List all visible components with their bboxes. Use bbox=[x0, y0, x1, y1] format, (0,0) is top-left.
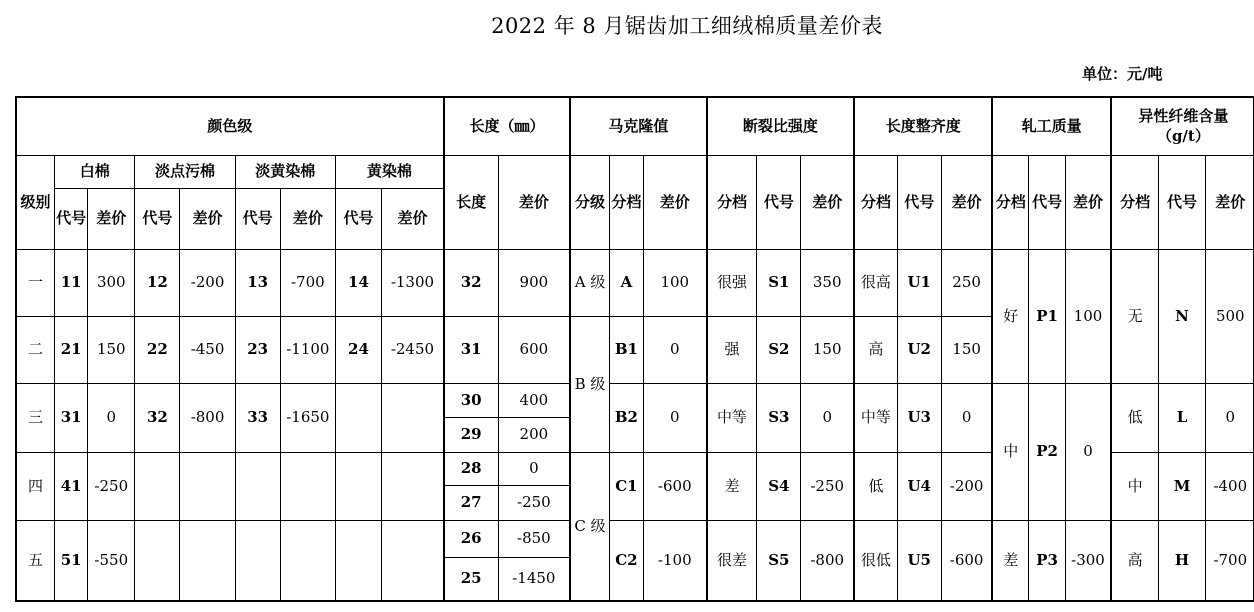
header-ginning-diff: 差价 bbox=[1066, 156, 1111, 250]
spotted-diff-cell bbox=[180, 521, 235, 601]
header-uniformity-gear: 分档 bbox=[854, 156, 897, 250]
length-diff-cell: 600 bbox=[498, 317, 570, 384]
strength-code-cell: S5 bbox=[757, 521, 801, 601]
price-difference-table bbox=[16, 97, 1254, 601]
white-code-cell: 21 bbox=[55, 317, 88, 384]
length-cell: 31 bbox=[444, 317, 498, 384]
yellow-diff-cell bbox=[382, 453, 444, 521]
mic-level-cell: B 级 bbox=[570, 317, 609, 453]
light-yellow-diff-cell: -700 bbox=[280, 250, 335, 317]
mic-gear-cell: A bbox=[609, 250, 643, 317]
yellow-code-cell: 24 bbox=[335, 317, 381, 384]
white-code-cell: 51 bbox=[55, 521, 88, 601]
strength-diff-cell: 350 bbox=[801, 250, 854, 317]
table-row bbox=[17, 250, 1254, 317]
length-diff-cell: -850 bbox=[498, 521, 570, 558]
light-yellow-code-cell bbox=[235, 453, 280, 521]
uniformity-gear-cell: 高 bbox=[854, 317, 897, 384]
mic-gear-cell: C2 bbox=[609, 521, 643, 601]
mic-diff-cell: -100 bbox=[643, 521, 706, 601]
uniformity-diff-cell: -200 bbox=[941, 453, 992, 521]
header-spotted-diff: 差价 bbox=[180, 189, 235, 250]
header-foreign-diff: 差价 bbox=[1205, 156, 1254, 250]
header-uniformity-code: 代号 bbox=[897, 156, 941, 250]
length-cell: 30 bbox=[444, 384, 498, 418]
length-cell: 26 bbox=[444, 521, 498, 558]
light-yellow-diff-cell: -1100 bbox=[280, 317, 335, 384]
uniformity-code-cell: U3 bbox=[897, 384, 941, 453]
section-length: 长度（㎜） bbox=[444, 98, 570, 156]
yellow-code-cell bbox=[335, 453, 381, 521]
uniformity-gear-cell: 低 bbox=[854, 453, 897, 521]
light-yellow-code-cell: 33 bbox=[235, 384, 280, 453]
uniformity-diff-cell: 150 bbox=[941, 317, 992, 384]
grade-cell: 一 bbox=[17, 250, 55, 317]
header-uniformity-diff: 差价 bbox=[941, 156, 992, 250]
strength-diff-cell: 150 bbox=[801, 317, 854, 384]
uniformity-gear-cell: 中等 bbox=[854, 384, 897, 453]
uniformity-code-cell: U5 bbox=[897, 521, 941, 601]
subheader-light-yellow: 淡黄染棉 bbox=[235, 156, 335, 189]
strength-code-cell: S3 bbox=[757, 384, 801, 453]
mic-diff-cell: 0 bbox=[643, 384, 706, 453]
strength-gear-cell: 强 bbox=[707, 317, 757, 384]
unit-label: 单位：元/吨 bbox=[1082, 65, 1163, 83]
foreign-diff-cell: -400 bbox=[1205, 453, 1254, 521]
yellow-diff-cell bbox=[382, 521, 444, 601]
length-diff-cell: 400 bbox=[498, 384, 570, 418]
uniformity-diff-cell: -600 bbox=[941, 521, 992, 601]
header-white-code: 代号 bbox=[55, 189, 88, 250]
section-color: 颜色级 bbox=[17, 98, 444, 156]
foreign-diff-cell: 0 bbox=[1205, 384, 1254, 453]
strength-code-cell: S1 bbox=[757, 250, 801, 317]
header-foreign-code: 代号 bbox=[1159, 156, 1205, 250]
ginning-gear-cell: 好 bbox=[992, 250, 1028, 384]
mic-level-cell: C 级 bbox=[570, 453, 609, 601]
length-cell: 28 bbox=[444, 453, 498, 486]
header-length: 长度 bbox=[444, 156, 498, 250]
uniformity-diff-cell: 250 bbox=[941, 250, 992, 317]
length-diff-cell: 200 bbox=[498, 418, 570, 453]
length-diff-cell: -250 bbox=[498, 486, 570, 521]
foreign-diff-cell: 500 bbox=[1205, 250, 1254, 384]
yellow-diff-cell: -1300 bbox=[382, 250, 444, 317]
uniformity-gear-cell: 很低 bbox=[854, 521, 897, 601]
light-yellow-diff-cell: -1650 bbox=[280, 384, 335, 453]
strength-diff-cell: 0 bbox=[801, 384, 854, 453]
strength-gear-cell: 差 bbox=[707, 453, 757, 521]
grade-cell: 四 bbox=[17, 453, 55, 521]
header-strength-gear: 分档 bbox=[707, 156, 757, 250]
header-length-diff: 差价 bbox=[498, 156, 570, 250]
foreign-code-cell: M bbox=[1159, 453, 1205, 521]
light-yellow-diff-cell bbox=[280, 521, 335, 601]
white-diff-cell: 300 bbox=[88, 250, 135, 317]
light-yellow-diff-cell bbox=[280, 453, 335, 521]
light-yellow-code-cell bbox=[235, 521, 280, 601]
header-yellow-code: 代号 bbox=[335, 189, 381, 250]
length-cell: 27 bbox=[444, 486, 498, 521]
header-strength-code: 代号 bbox=[757, 156, 801, 250]
yellow-diff-cell bbox=[382, 384, 444, 453]
uniformity-code-cell: U4 bbox=[897, 453, 941, 521]
white-diff-cell: -250 bbox=[88, 453, 135, 521]
strength-gear-cell: 很差 bbox=[707, 521, 757, 601]
spotted-code-cell: 32 bbox=[135, 384, 180, 453]
white-code-cell: 41 bbox=[55, 453, 88, 521]
strength-diff-cell: -800 bbox=[801, 521, 854, 601]
length-diff-cell: -1450 bbox=[498, 558, 570, 601]
subheader-white: 白棉 bbox=[55, 156, 135, 189]
ginning-code-cell: P1 bbox=[1029, 250, 1066, 384]
yellow-code-cell: 14 bbox=[335, 250, 381, 317]
white-code-cell: 11 bbox=[55, 250, 88, 317]
header-foreign-gear: 分档 bbox=[1111, 156, 1159, 250]
spotted-diff-cell: -200 bbox=[180, 250, 235, 317]
strength-code-cell: S2 bbox=[757, 317, 801, 384]
light-yellow-code-cell: 13 bbox=[235, 250, 280, 317]
strength-gear-cell: 很强 bbox=[707, 250, 757, 317]
mic-gear-cell: B1 bbox=[609, 317, 643, 384]
white-diff-cell: 0 bbox=[88, 384, 135, 453]
section-foreign-fiber-line1: 异性纤维含量 bbox=[1138, 107, 1229, 125]
foreign-gear-cell: 低 bbox=[1111, 384, 1159, 453]
grade-cell: 二 bbox=[17, 317, 55, 384]
uniformity-gear-cell: 很高 bbox=[854, 250, 897, 317]
section-strength: 断裂比强度 bbox=[707, 98, 854, 156]
section-foreign-fiber-line2: （g/t） bbox=[1156, 126, 1210, 145]
foreign-code-cell: H bbox=[1159, 521, 1205, 601]
spotted-diff-cell bbox=[180, 453, 235, 521]
section-header-row bbox=[17, 98, 1254, 156]
mic-level-cell: A 级 bbox=[570, 250, 609, 317]
white-code-cell: 31 bbox=[55, 384, 88, 453]
ginning-diff-cell: 100 bbox=[1066, 250, 1111, 384]
mic-diff-cell: -600 bbox=[643, 453, 706, 521]
white-diff-cell: 150 bbox=[88, 317, 135, 384]
spotted-code-cell: 22 bbox=[135, 317, 180, 384]
table-row bbox=[17, 384, 1254, 418]
ginning-diff-cell: -300 bbox=[1066, 521, 1111, 601]
spotted-diff-cell: -800 bbox=[180, 384, 235, 453]
ginning-code-cell: P3 bbox=[1029, 521, 1066, 601]
mic-gear-cell: B2 bbox=[609, 384, 643, 453]
header-ginning-gear: 分档 bbox=[992, 156, 1028, 250]
foreign-code-cell: N bbox=[1159, 250, 1205, 384]
strength-diff-cell: -250 bbox=[801, 453, 854, 521]
mic-diff-cell: 100 bbox=[643, 250, 706, 317]
yellow-code-cell bbox=[335, 521, 381, 601]
section-uniformity: 长度整齐度 bbox=[854, 98, 992, 156]
grade-cell: 三 bbox=[17, 384, 55, 453]
length-diff-cell: 0 bbox=[498, 453, 570, 486]
length-diff-cell: 900 bbox=[498, 250, 570, 317]
light-yellow-code-cell: 23 bbox=[235, 317, 280, 384]
length-cell: 29 bbox=[444, 418, 498, 453]
header-white-diff: 差价 bbox=[88, 189, 135, 250]
uniformity-code-cell: U1 bbox=[897, 250, 941, 317]
mic-diff-cell: 0 bbox=[643, 317, 706, 384]
foreign-code-cell: L bbox=[1159, 384, 1205, 453]
foreign-diff-cell: -700 bbox=[1205, 521, 1254, 601]
header-mic-diff: 差价 bbox=[643, 156, 706, 250]
white-diff-cell: -550 bbox=[88, 521, 135, 601]
foreign-gear-cell: 中 bbox=[1111, 453, 1159, 521]
length-cell: 25 bbox=[444, 558, 498, 601]
spotted-code-cell: 12 bbox=[135, 250, 180, 317]
yellow-diff-cell: -2450 bbox=[382, 317, 444, 384]
header-strength-diff: 差价 bbox=[801, 156, 854, 250]
ginning-diff-cell: 0 bbox=[1066, 384, 1111, 521]
strength-gear-cell: 中等 bbox=[707, 384, 757, 453]
grade-cell: 五 bbox=[17, 521, 55, 601]
ginning-gear-cell: 中 bbox=[992, 384, 1028, 521]
foreign-gear-cell: 无 bbox=[1111, 250, 1159, 384]
header-mic-gear: 分档 bbox=[609, 156, 643, 250]
yellow-code-cell bbox=[335, 384, 381, 453]
strength-code-cell: S4 bbox=[757, 453, 801, 521]
ginning-code-cell: P2 bbox=[1029, 384, 1066, 521]
header-light-yellow-code: 代号 bbox=[235, 189, 280, 250]
header-light-yellow-diff: 差价 bbox=[280, 189, 335, 250]
length-cell: 32 bbox=[444, 250, 498, 317]
mic-gear-cell: C1 bbox=[609, 453, 643, 521]
uniformity-diff-cell: 0 bbox=[941, 384, 992, 453]
section-foreign-fiber bbox=[1111, 98, 1254, 156]
spotted-diff-cell: -450 bbox=[180, 317, 235, 384]
section-micronaire: 马克隆值 bbox=[570, 98, 706, 156]
uniformity-code-cell: U2 bbox=[897, 317, 941, 384]
document-title: 2022 年 8 月锯齿加工细绒棉质量差价表 bbox=[491, 14, 883, 38]
subheader-row bbox=[17, 156, 1254, 189]
header-ginning-code: 代号 bbox=[1029, 156, 1066, 250]
foreign-gear-cell: 高 bbox=[1111, 521, 1159, 601]
spotted-code-cell bbox=[135, 453, 180, 521]
subheader-spotted: 淡点污棉 bbox=[135, 156, 235, 189]
ginning-gear-cell: 差 bbox=[992, 521, 1028, 601]
header-spotted-code: 代号 bbox=[135, 189, 180, 250]
subheader-yellow: 黄染棉 bbox=[335, 156, 443, 189]
section-ginning: 轧工质量 bbox=[992, 98, 1110, 156]
table-row bbox=[17, 521, 1254, 558]
header-grade: 级别 bbox=[17, 156, 55, 250]
header-yellow-diff: 差价 bbox=[382, 189, 444, 250]
header-mic-level: 分级 bbox=[570, 156, 609, 250]
spotted-code-cell bbox=[135, 521, 180, 601]
